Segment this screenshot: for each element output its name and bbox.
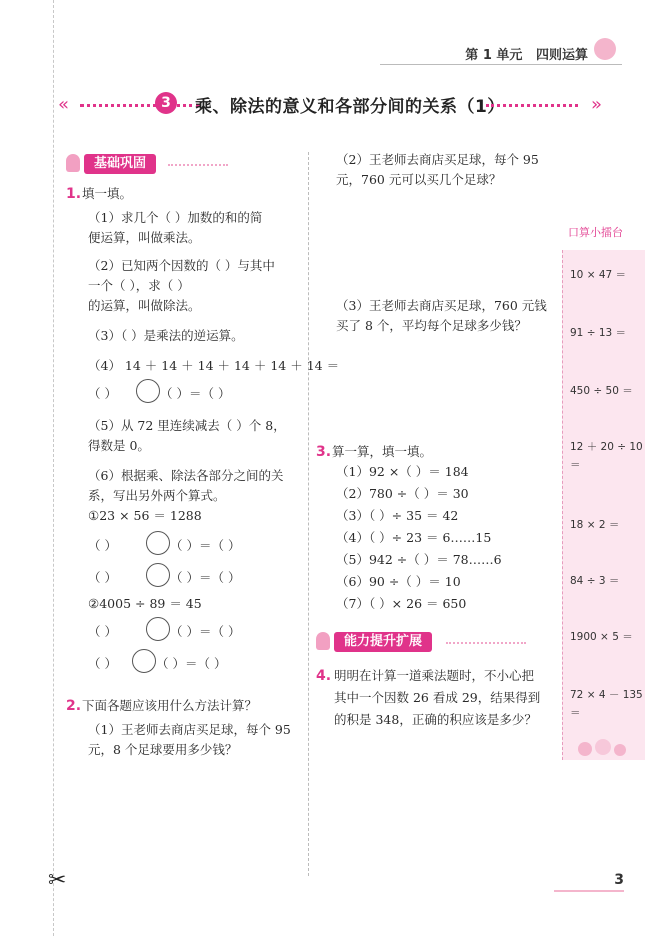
- q3-item: （4）（ ）÷ 23 ＝ 6……15: [336, 530, 492, 545]
- blank-left: （ ）: [88, 570, 117, 585]
- sidebar-item: 1900 × 5 ＝: [570, 631, 633, 643]
- q1-p2-line2: 一个（ ），求（ ）: [88, 278, 190, 293]
- title-dots-left: [80, 104, 200, 107]
- q2-label: 下面各题应该用什么方法计算？: [82, 698, 258, 713]
- double-chevron-left-icon: «: [58, 94, 68, 115]
- title-dots-right: [486, 104, 578, 107]
- q1-p1-line1: （1）求几个（ ）加数的和的简: [88, 210, 263, 225]
- sidebar-item: 18 × 2 ＝: [570, 519, 620, 531]
- q3-item: （1）92 ×（ ）＝ 184: [336, 464, 469, 479]
- q4-line1: 明明在计算一道乘法题时，不小心把: [334, 668, 535, 683]
- q2-p1-line1: （1）王老师去商店买足球，每个 95: [88, 722, 291, 737]
- q4-line2: 其中一个因数 26 看成 29，结果得到: [334, 690, 541, 705]
- section-banner-basic: 基础巩固: [84, 154, 156, 174]
- blank-mid: （ ）＝（ ）: [170, 570, 241, 585]
- q3-item: （2）780 ÷（ ）＝ 30: [336, 486, 469, 501]
- banner-tail-advanced: [446, 642, 526, 644]
- blank-left: （ ）: [88, 538, 117, 553]
- q3-item: （6）90 ÷（ ）＝ 10: [336, 574, 461, 589]
- sidebar-item: 12 ＋ 20 ÷ 10: [570, 441, 643, 453]
- sidebar-item: 450 ÷ 50 ＝: [570, 385, 633, 397]
- q1-number: 1.: [66, 186, 82, 202]
- operator-circle[interactable]: [132, 649, 156, 673]
- q1-p1-line2: 便运算，叫做乘法。: [88, 230, 201, 245]
- q3-item: （5）942 ÷（ ）＝ 78……6: [336, 552, 502, 567]
- header-unit: 第 1 单元: [465, 48, 523, 63]
- lesson-title-bar: [58, 92, 600, 120]
- header-rule: [380, 64, 622, 65]
- q1-p3: （3）（ ）是乘法的逆运算。: [88, 328, 244, 343]
- lesson-number: 3: [155, 92, 177, 114]
- q4-line3: 的积是 348，正确的积应该是多少？: [334, 712, 537, 727]
- q1-p5-line2: 得数是 0。: [88, 438, 150, 453]
- section-banner-advanced: 能力提升扩展: [334, 632, 432, 652]
- q2-p3-line1: （3）王老师去商店买足球，760 元钱: [336, 298, 547, 313]
- q1-p2-line3: 的运算，叫做除法。: [88, 298, 201, 313]
- header-flower-icon: [594, 38, 616, 60]
- operator-circle[interactable]: [146, 617, 170, 641]
- q1-eq2: ②4005 ÷ 89 ＝ 45: [88, 596, 202, 611]
- blank-mid: （ ）＝（ ）: [156, 656, 227, 671]
- q1-label: 填一填。: [82, 186, 133, 201]
- blank-left: （ ）: [88, 656, 117, 671]
- sidebar-item: ＝: [570, 707, 581, 719]
- sidebar-item: ＝: [570, 459, 581, 471]
- q2-p3-line2: 买了 8 个，平均每个足球多少钱？: [336, 318, 527, 333]
- double-chevron-right-icon: »: [590, 94, 600, 115]
- column-divider: [308, 152, 309, 876]
- q1-p4-blank-b: （ ）＝（ ）: [160, 386, 231, 401]
- q1-p4-line1: （4） 14 ＋ 14 ＋ 14 ＋ 14 ＋ 14 ＋ 14 ＝: [88, 358, 340, 373]
- q1-eq1: ①23 × 56 ＝ 1288: [88, 508, 202, 523]
- operator-circle[interactable]: [136, 379, 160, 403]
- q1-p4-blank-a: （ ）: [88, 386, 117, 401]
- q2-p2-line1: （2）王老师去商店买足球，每个 95: [336, 152, 539, 167]
- q2-p1-line2: 元，8 个足球要用多少钱？: [88, 742, 238, 757]
- header-unit-topic: [465, 44, 588, 63]
- header-topic: 四则运算: [535, 48, 588, 63]
- q3-number: 3.: [316, 444, 332, 460]
- q1-p6-line2: 系，写出另外两个算式。: [88, 488, 226, 503]
- operator-circle[interactable]: [146, 563, 170, 587]
- candy-decoration-icon: [575, 735, 630, 759]
- q1-p5-line1: （5）从 72 里连续减去（ ）个 8，: [88, 418, 286, 433]
- q1-p2-line1: （2）已知两个因数的（ ）与其中: [88, 258, 275, 273]
- sidebar-title: 口算小擂台: [568, 226, 623, 239]
- page-number-rule: [554, 890, 624, 892]
- sidebar-item: 72 × 4 － 135: [570, 689, 643, 701]
- q4-number: 4.: [316, 668, 332, 684]
- page-number: 3: [614, 872, 624, 888]
- q3-label: 算一算，填一填。: [332, 444, 433, 459]
- lesson-title: 乘、除法的意义和各部分间的关系（1）: [195, 97, 505, 117]
- cut-line: [53, 0, 54, 936]
- blank-left: （ ）: [88, 624, 117, 639]
- blank-mid: （ ）＝（ ）: [170, 624, 241, 639]
- q3-item: （7）（ ）× 26 ＝ 650: [336, 596, 467, 611]
- sidebar-item: 91 ÷ 13 ＝: [570, 327, 627, 339]
- q2-number: 2.: [66, 698, 82, 714]
- sidebar-item: 84 ÷ 3 ＝: [570, 575, 620, 587]
- girl-mascot-icon: [66, 154, 80, 172]
- blank-mid: （ ）＝（ ）: [170, 538, 241, 553]
- scissors-icon: ✂: [48, 868, 67, 893]
- operator-circle[interactable]: [146, 531, 170, 555]
- q2-p2-line2: 元，760 元可以买几个足球？: [336, 172, 502, 187]
- q1-p6-line1: （6）根据乘、除法各部分之间的关: [88, 468, 284, 483]
- sidebar-item: 10 × 47 ＝: [570, 269, 627, 281]
- banner-tail-basic: [168, 164, 228, 166]
- girl-mascot-icon: [316, 632, 330, 650]
- q3-item: （3）（ ）÷ 35 ＝ 42: [336, 508, 459, 523]
